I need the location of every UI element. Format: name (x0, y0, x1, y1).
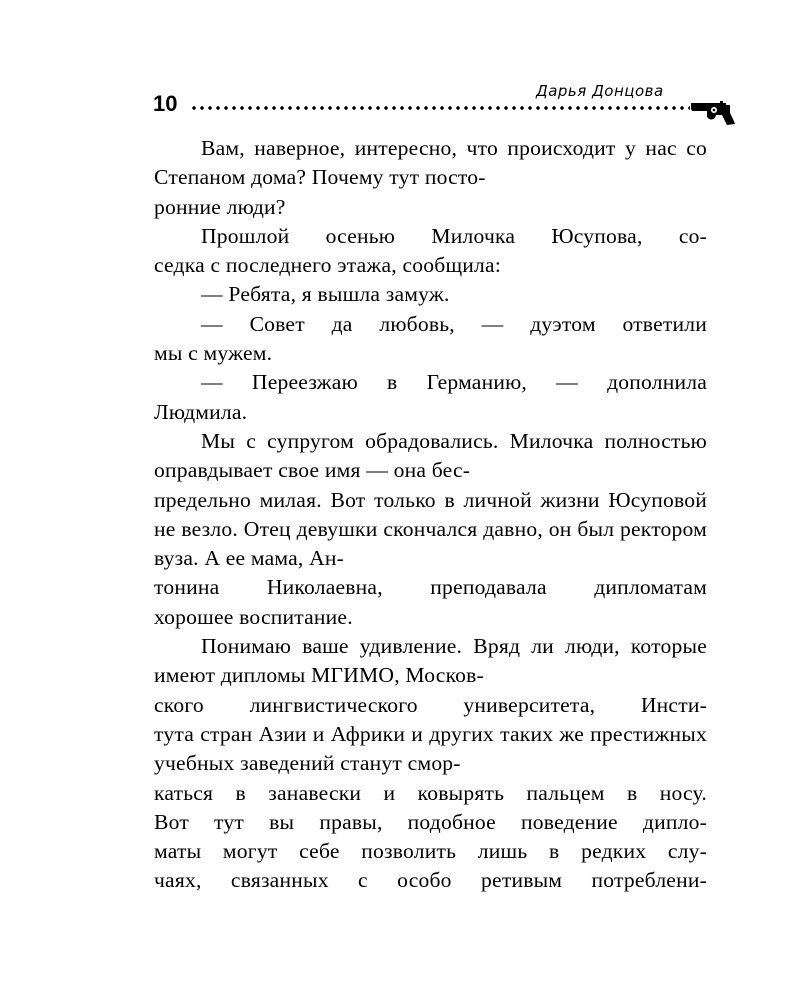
dialogue-line: — Совет да любовь, — дуэтом ответили (201, 311, 707, 336)
paragraph-continuation: мы с мужем. (154, 341, 273, 366)
running-head-author: Дарья Донцова (536, 82, 664, 100)
paragraph-continuation: тонина Николаевна, преподавала дипломатам (154, 575, 707, 600)
paragraph-continuation: седка с последнего этажа, сообщила: (154, 253, 502, 278)
body-text (154, 134, 707, 896)
running-header (150, 82, 740, 122)
paragraph: Понимаю ваше удивление. Вряд ли люди, которые имеют дипломы МГИМО, Москов- (154, 634, 707, 688)
paragraph-continuation: предельно милая. Вот только в личной жизни Юсуповой не везло. Отец девушки скончался давно, он был ректором вуза. А ее мама, Ан- (154, 487, 707, 571)
paragraph-continuation: хорошее воспитание. (154, 604, 353, 629)
paragraph: Мы с супругом обрадовались. Милочка полностью оправдывает свое имя — она бес- (154, 428, 707, 483)
paragraph: Прошлой осенью Милочка Юсупова, со- (201, 223, 707, 248)
paragraph-continuation: чаях, связанных с особо ретивым потреблени- (154, 868, 707, 893)
paragraph-continuation: ронние люди? (154, 194, 286, 219)
revolver-icon (690, 100, 736, 126)
dialogue-line: — Переезжаю в Германию, — дополнила (201, 370, 707, 395)
paragraph-continuation: ского лингвистического университета, Инсти- (154, 692, 707, 717)
page-number: 10 (153, 91, 178, 116)
paragraph-continuation: маты могут себе позволить лишь в редких слу- (154, 839, 707, 864)
paragraph: Вам, наверное, интересно, что происходит у нас со Степаном дома? Почему тут посто- (154, 136, 707, 190)
paragraph-continuation: Людмила. (154, 399, 248, 424)
paragraph-continuation: тута стран Азии и Африки и других таких же престижных учебных заведений станут смор- (154, 721, 707, 776)
dotted-leader (190, 105, 690, 111)
dialogue-line: — Ребята, я вышла замуж. (201, 282, 450, 307)
paragraph-continuation: Вот тут вы правы, подобное поведение дипло- (154, 809, 707, 834)
paragraph-continuation: каться в занавески и ковырять пальцем в носу. (154, 780, 707, 805)
